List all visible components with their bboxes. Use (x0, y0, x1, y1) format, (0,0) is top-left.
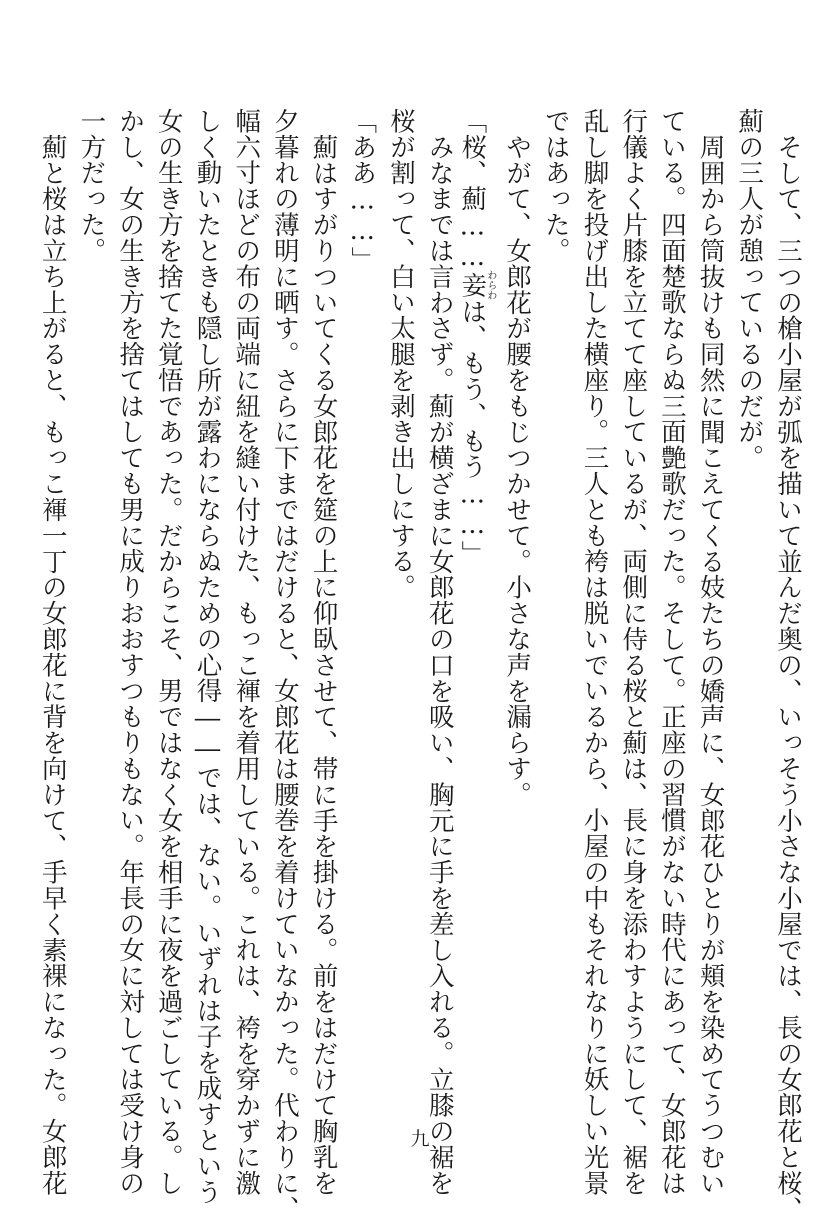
ruby-word: 妾わらわ (457, 270, 496, 301)
page-number: 九 (410, 1128, 430, 1150)
text-column: ている。四面楚歌ならぬ三面艶歌だった。そして。正座の習慣がない時代にあって、女郎花は (656, 108, 687, 1196)
text-column: 女の生き方を捨てた覚悟であった。だからこそ、男ではなく女を相手に夜を過ごしている。し (153, 108, 184, 1196)
text-column: 「ああ……」 (347, 108, 378, 273)
ruby-reading: わらわ (484, 270, 496, 301)
text-column: みなまでは言わさず。薊が横ざまに女郎花の口を吸い、胸元に手を差し入れる。立膝の裾を (424, 133, 455, 1196)
text-column: 一方だった。 (76, 108, 107, 264)
text-column: かし、女の生き方を捨てはしても男に成りおおすつもりもない。年長の女に対しては受け身の (115, 108, 146, 1196)
text-column: ではあった。 (540, 108, 571, 264)
text-column: しく動いたときも隠し所が露わにならぬための心得――では、ない。いずれは子を成すという (192, 108, 223, 1205)
text-column: 幅六寸ほどの布の両端に紐を縫い付けた、もっこ褌を着用している。これは、袴を穿かずに激 (231, 108, 262, 1196)
text-column: 夕暮れの薄明に晒す。さらに下まではだけると、女郎花は腰巻を着けていなかった。代わりに、 (269, 108, 300, 1222)
text-column: 薊の三人が憩っているのだが。 (734, 108, 765, 471)
text-column: 薊と桜は立ち上がると、もっこ褌一丁の女郎花に背を向けて、手早く素裸になった。女郎花 (37, 133, 68, 1196)
text-column: 乱し脚を投げ出した横座り。三人とも袴は脱いでいるから、小屋の中もそれなりに妖しい光景 (579, 108, 610, 1196)
text-column: そして、三つの槍小屋が弧を描いて並んだ奥の、いっそう小さな小屋では、長の女郎花と桜、 (773, 133, 803, 1222)
text-segment: は、もう、もう……」 (457, 298, 488, 567)
text-column: 周囲から筒抜けも同然に聞こえてくる妓たちの嬌声に、女郎花ひとりが頬を染めてうつむい (695, 133, 726, 1196)
text-column (457, 108, 496, 567)
text-column: 薊はすがりついてくる女郎花を筵の上に仰臥させて、帯に手を掛ける。前をはだけて胸乳を (308, 133, 339, 1196)
text-column: 行儀よく片膝を立てて座しているが、両側に侍る桜と薊は、長に身を添わすようにして、裾を (618, 108, 649, 1196)
text-column: やがて、女郎花が腰をもじつかせて。小さな声を漏らす。 (502, 133, 533, 807)
text-segment: 「桜、薊…… (457, 108, 488, 273)
text-column: 桜が割って、白い太腿を剥き出しにする。 (386, 108, 416, 601)
